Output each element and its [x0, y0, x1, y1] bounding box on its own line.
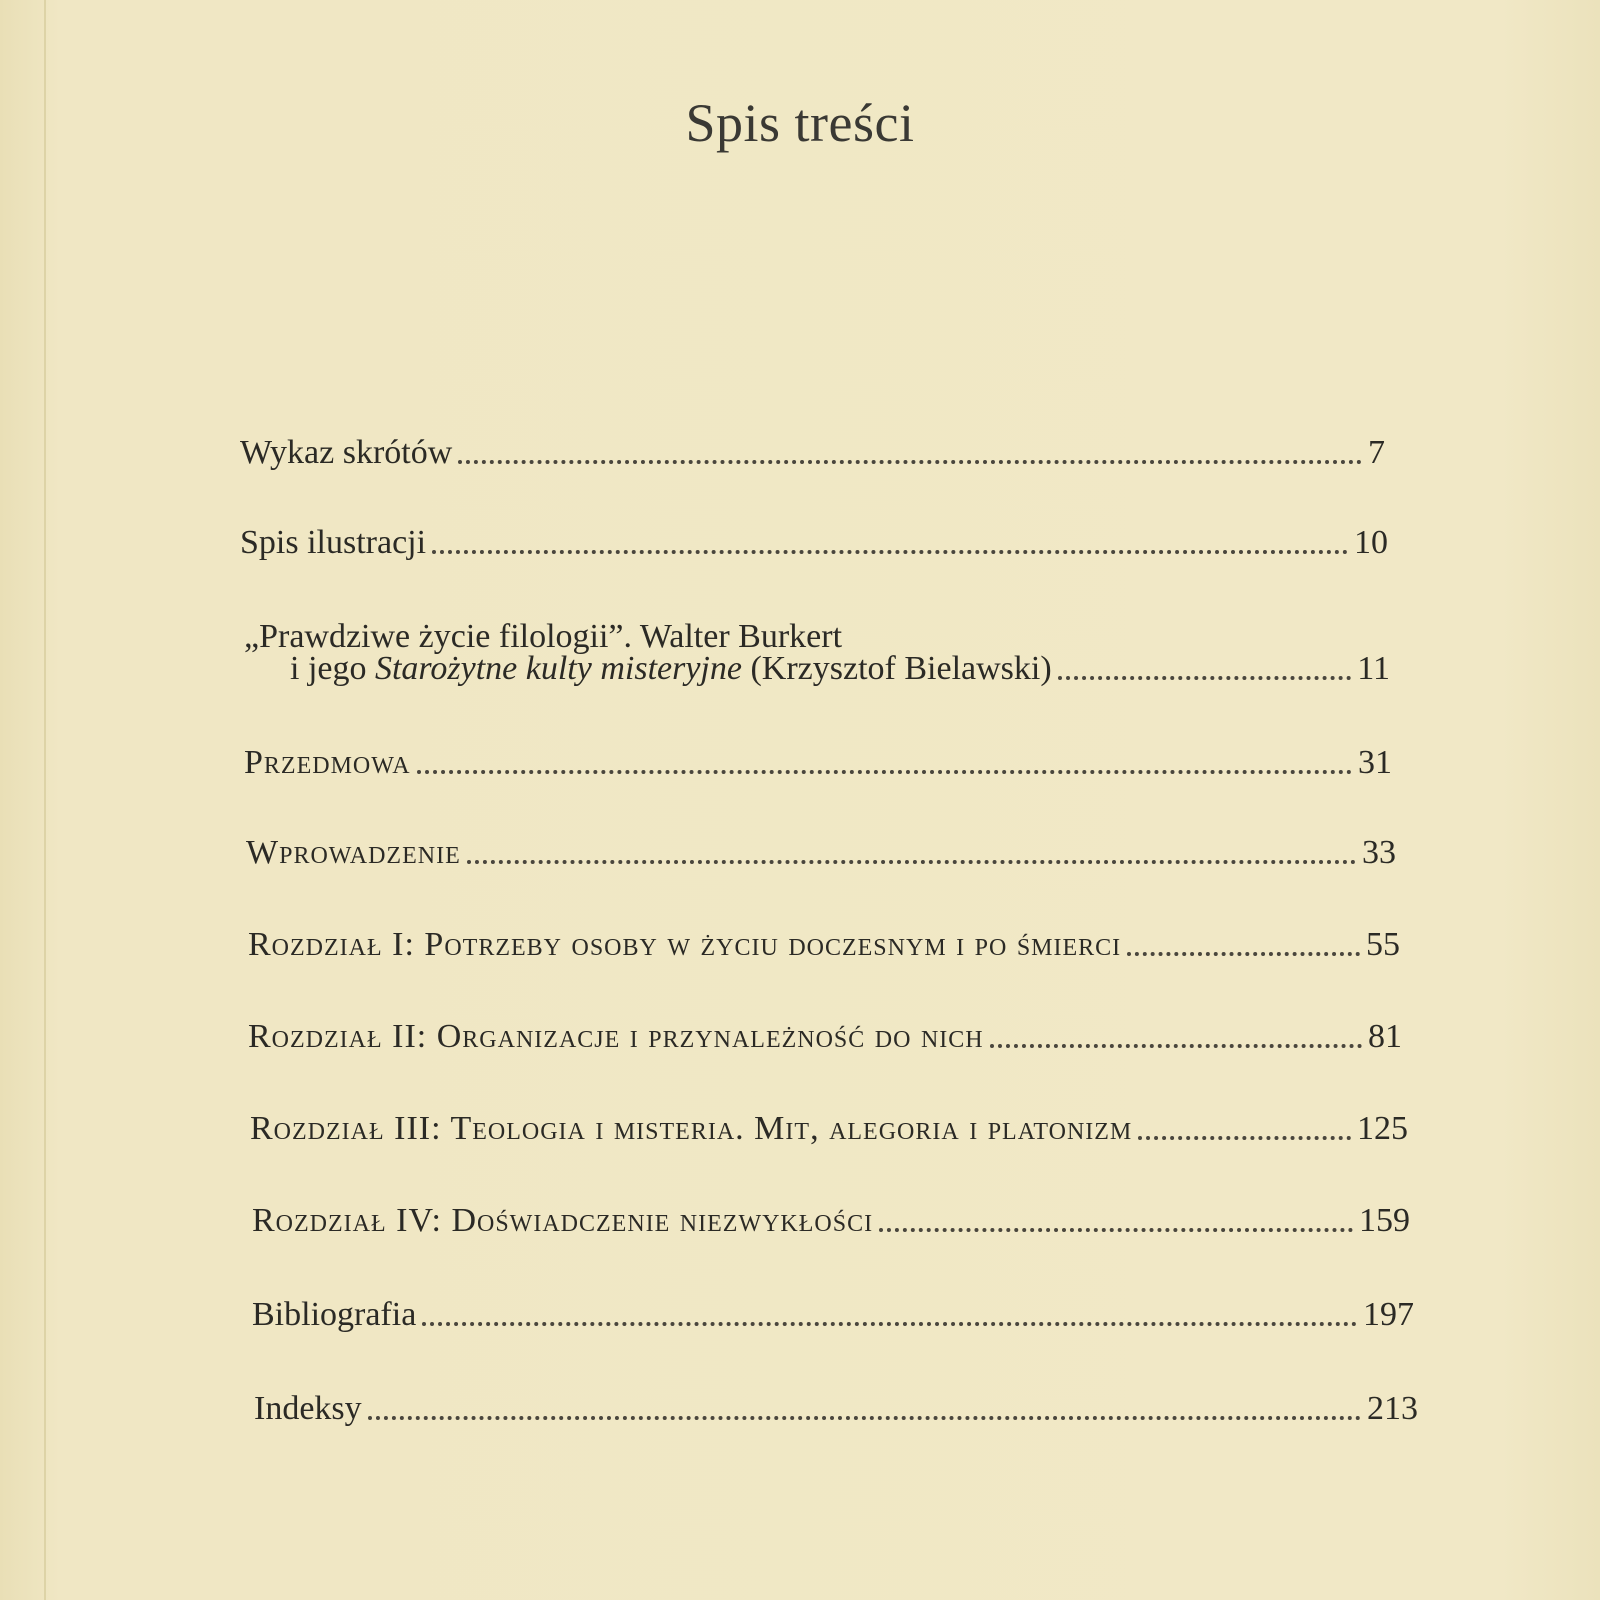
toc-entry-label: Wykaz skrótów [240, 434, 453, 471]
toc-entry-book-title: Starożytne kulty misteryjne [374, 650, 742, 687]
toc-entry-label: Wprowadzenie [246, 834, 461, 871]
toc-entry-wprowadzenie [246, 836, 1396, 870]
toc-entry-label: Rozdział I: Potrzeby osoby w życiu doczesnym i po śmierci [248, 926, 1122, 963]
toc-entry-label: Rozdział III: Teologia i misteria. Mit, alegoria i platonizm [250, 1110, 1133, 1147]
dot-leader [1138, 1136, 1351, 1140]
toc-entry-rozdzial-2 [248, 1020, 1402, 1054]
toc-entry-label: Bibliografia [252, 1296, 417, 1333]
toc-entry-label: Spis ilustracji [240, 524, 427, 561]
toc-entry-label: Rozdział II: Organizacje i przynależność do nich [248, 1018, 984, 1055]
toc-entry-page: 125 [1357, 1110, 1408, 1147]
toc-entry-spis-ilustracji [240, 526, 1388, 560]
toc-entry-page: 197 [1363, 1296, 1414, 1333]
dot-leader [432, 550, 1348, 554]
dot-leader [1058, 676, 1352, 680]
dot-leader [990, 1044, 1362, 1048]
toc-entry-indeksy [254, 1392, 1418, 1426]
page-gutter [44, 0, 46, 1600]
dot-leader [368, 1416, 1361, 1420]
toc-entry-label: Przedmowa [244, 744, 411, 781]
toc-entry-page: 10 [1354, 524, 1388, 561]
toc-entry-rozdzial-4 [252, 1204, 1410, 1238]
toc-entry-label: Rozdział IV: Doświadczenie niezwykłości [252, 1202, 874, 1239]
toc-entry-page: 11 [1357, 650, 1390, 687]
dot-leader [467, 860, 1356, 864]
dot-leader [417, 770, 1352, 774]
toc-entry-prefix: i jego [290, 650, 375, 687]
toc-entry-przedmowa [244, 746, 1392, 780]
toc-entry-page: 33 [1362, 834, 1396, 871]
toc-entry-bibliografia [252, 1298, 1414, 1332]
toc-entry-page: 55 [1366, 926, 1400, 963]
toc-entry-burkert [290, 652, 1390, 686]
toc-entry-suffix: (Krzysztof Bielawski) [741, 650, 1052, 687]
dot-leader [1127, 952, 1360, 956]
toc-entry-page: 213 [1367, 1390, 1418, 1427]
toc-entry-label: Indeksy [254, 1390, 362, 1427]
toc-entry-page: 159 [1359, 1202, 1410, 1239]
toc-entry-wykaz-skrotow [240, 436, 1385, 470]
toc-entry-rozdzial-3 [250, 1112, 1408, 1146]
toc-entry-line1: „Prawdziwe życie filologii”. Walter Burkert [244, 618, 843, 655]
toc-entry-page: 7 [1368, 434, 1385, 471]
toc-entry-label [290, 652, 1052, 686]
dot-leader [422, 1322, 1357, 1326]
page-title: Spis treści [685, 93, 915, 153]
toc-entry-page: 81 [1368, 1018, 1402, 1055]
dot-leader [458, 460, 1362, 464]
toc-entry-rozdzial-1 [248, 928, 1400, 962]
toc-entry-page: 31 [1358, 744, 1392, 781]
dot-leader [879, 1228, 1353, 1232]
